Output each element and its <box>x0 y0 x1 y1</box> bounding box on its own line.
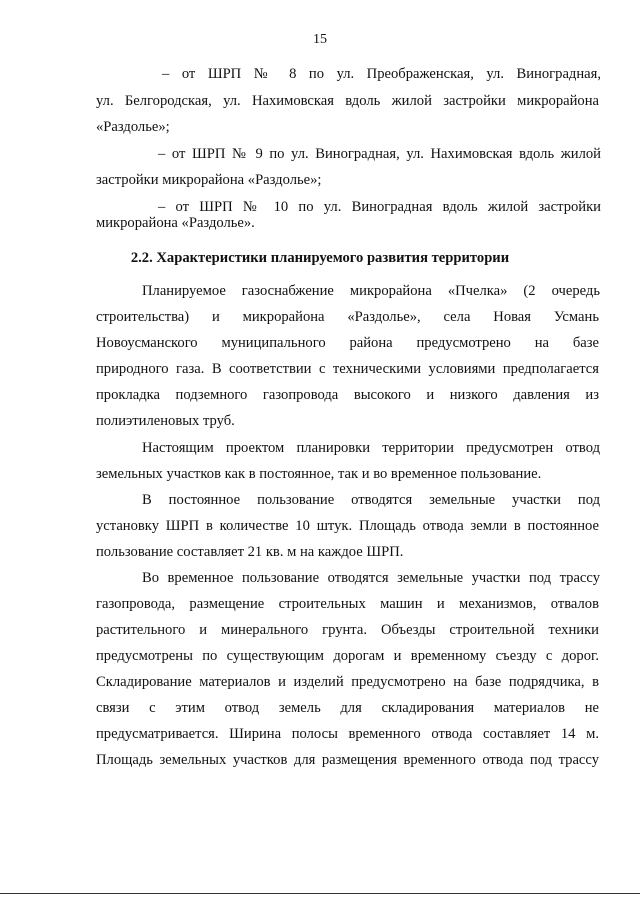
text-line: газопровода, размещение строительных машин и механизмов, отвалов <box>96 596 599 612</box>
text-line: предусмотрены по существующим дорогам и временному съезду с дорог. <box>96 648 599 664</box>
text-line: прокладка подземного газопровода высокого и низкого давления из <box>96 387 599 403</box>
text-line: В постоянное пользование отводятся земельные участки под <box>142 492 600 508</box>
text-line: Планируемое газоснабжение микрорайона «Пчелка» (2 очередь <box>142 283 600 299</box>
text-line: полиэтиленовых труб. <box>96 413 235 429</box>
text-line: пользование составляет 21 кв. м на каждое ШРП. <box>96 544 404 560</box>
text-line: Складирование материалов и изделий предусмотрено на базе подрядчика, в <box>96 674 599 690</box>
text-line: Площадь земельных участков для размещения временного отвода под трассу <box>96 752 599 768</box>
text-line: установку ШРП в количестве 10 штук. Площадь отвода земли в постоянное <box>96 518 599 534</box>
text-line: земельных участков как в постоянное, так и во временное пользование. <box>96 466 542 482</box>
text-line: – от ШРП № 10 по ул. Виноградная вдоль жилой застройки <box>158 199 601 215</box>
text-line: связи с этим отвод земель для складирования материалов не <box>96 700 599 716</box>
text-line: «Раздолье»; <box>96 119 170 135</box>
text-line: застройки микрорайона «Раздолье»; <box>96 172 322 188</box>
text-line: природного газа. В соответствии с техническими условиями предполагается <box>96 361 599 377</box>
text-line: – от ШРП № 8 по ул. Преображенская, ул. Виноградная, <box>162 66 601 82</box>
text-line: ул. Белгородская, ул. Нахимовская вдоль жилой застройки микрорайона <box>96 93 599 109</box>
text-line: микрорайона «Раздолье». <box>96 215 255 231</box>
text-line: Новоусманского муниципального района предусмотрено на базе <box>96 335 599 351</box>
section-heading: 2.2. Характеристики планируемого развития территории <box>130 250 510 266</box>
bottom-border-line <box>0 893 640 894</box>
text-line: Во временное пользование отводятся земельные участки под трассу <box>142 570 600 586</box>
text-line: предусматривается. Ширина полосы временного отвода составляет 14 м. <box>96 726 599 742</box>
text-line: – от ШРП № 9 по ул. Виноградная, ул. Нахимовская вдоль жилой <box>158 146 601 162</box>
text-line: Настоящим проектом планировки территории предусмотрен отвод <box>142 440 600 456</box>
page-number: 15 <box>313 32 327 47</box>
text-line: растительного и минерального грунта. Объезды строительной техники <box>96 622 599 638</box>
text-line: строительства) и микрорайона «Раздолье», села Новая Усмань <box>96 309 599 325</box>
